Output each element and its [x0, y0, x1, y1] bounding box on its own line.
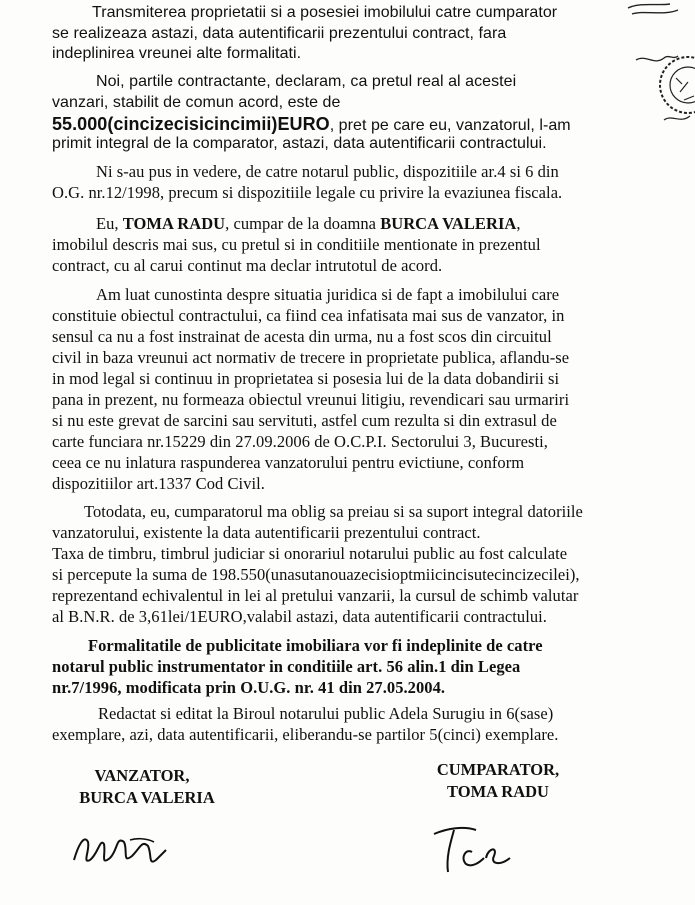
text-line: si nu este grevat de sarcini sau servituti, astfel cum rezulta si din extrasul de — [52, 411, 557, 430]
text-line: Ni s-au pus in vedere, de catre notarul public, dispozitiile ar.4 si 6 din — [96, 162, 559, 181]
text-line-parties — [96, 214, 521, 234]
text-line: si percepute la suma de 198.550(unasutanouazecisioptmiicincisutecincizecilei), — [52, 565, 580, 584]
text-line-price — [52, 114, 571, 136]
seller-role-label: VANZATOR, — [94, 766, 190, 785]
text-line: carte funciara nr.15229 din 27.09.2006 de O.C.P.I. Sectorului 3, Bucuresti, — [52, 432, 548, 451]
text-line: exemplare, azi, data autentificarii, eliberandu-se partilor 5(cinci) exemplare. — [52, 725, 559, 744]
price-amount: 55.000(cincizecisicincimii)EURO — [52, 114, 330, 134]
text-line: Formalitatile de publicitate imobiliara vor fi indeplinite de catre — [88, 636, 543, 655]
text-line: nr.7/1996, modificata prin O.U.G. nr. 41 din 27.05.2004. — [52, 678, 446, 697]
text-line: imobilul descris mai sus, cu pretul si in conditiile mentionate in prezentul — [52, 235, 541, 254]
text-line: vanzatorului, existente la data autentificarii prezentului contract. — [52, 523, 481, 542]
seller-name-inline: BURCA VALERIA — [380, 214, 517, 233]
text-line: Totodata, eu, cumparatorul ma oblig sa preiau si sa suport integral datoriile — [84, 502, 583, 521]
text-line: notarul public instrumentator in conditiile art. 56 alin.1 din Legea — [52, 657, 521, 676]
text-fragment: , — [516, 214, 521, 233]
text-line: indeplinirea vreunei alte formalitati. — [52, 45, 302, 62]
buyer-signature — [428, 818, 518, 878]
buyer-name-label: TOMA RADU — [447, 782, 549, 801]
text-line: Transmiterea proprietatii si a posesiei imobilului catre cumparator — [92, 4, 558, 21]
buyer-role-label: CUMPARATOR, — [436, 760, 560, 779]
buyer-name-inline: TOMA RADU — [122, 214, 226, 233]
text-line: ceea ce nu inlatura raspunderea vanzatorului pentru evictiune, conform — [52, 453, 525, 472]
price-text: , pret pe care eu, vanzatorul, l-am — [329, 117, 571, 134]
text-line: contract, cu al carui continut ma declar intrutotul de acord. — [52, 256, 443, 275]
text-line: sensul ca nu a fost instrainat de acesta din urma, nu a fost scos din circuitul — [52, 327, 552, 346]
text-line: al B.N.R. de 3,61lei/1EURO,valabil astazi, data autentificarii contractului. — [52, 607, 547, 626]
text-line: Taxa de timbru, timbrul judiciar si onorariul notarului public au fost calculate — [52, 544, 568, 563]
text-line: constituie obiectul contractului, ca fiind cea infatisata mai sus de vanzator, in — [52, 306, 565, 325]
text-line: se realizeaza astazi, data autentificarii prezentului contract, fara — [52, 25, 507, 42]
seller-name-label: BURCA VALERIA — [79, 788, 215, 807]
text-fragment: , cumpar de la doamna — [225, 214, 381, 233]
text-line: Am luat cunostinta despre situatia juridica si de fapt a imobilului care — [96, 285, 560, 304]
text-line: dispozitiilor art.1337 Cod Civil. — [52, 474, 265, 493]
text-line: civil in baza vreunui act normativ de trecere in proprietate publica, aflandu-se — [52, 348, 570, 367]
text-line: in mod legal si continuu in proprietatea si posesia lui de la data dobandirii si — [52, 369, 560, 388]
text-line: Redactat si editat la Biroul notarului public Adela Surugiu in 6(sase) — [98, 704, 554, 723]
text-line: reprezentand echivalentul in lei al pretului vanzarii, la cursul de schimb valutar — [52, 586, 579, 605]
notary-stamp — [618, 0, 695, 130]
text-line: O.G. nr.12/1998, precum si dispozitiile legale cu privire la evaziunea fiscala. — [52, 183, 563, 202]
seller-signature — [70, 820, 180, 880]
text-fragment: Eu, — [96, 214, 123, 233]
text-line: vanzari, stabilit de comun acord, este de — [52, 94, 341, 111]
text-line: pana in prezent, nu formeaza obiectul vreunui litigiu, revendicari sau urmariri — [52, 390, 570, 409]
text-line: Noi, partile contractante, declaram, ca pretul real al acestei — [96, 73, 517, 90]
text-line: primit integral de la comparator, astazi, data autentificarii contractului. — [52, 135, 547, 152]
